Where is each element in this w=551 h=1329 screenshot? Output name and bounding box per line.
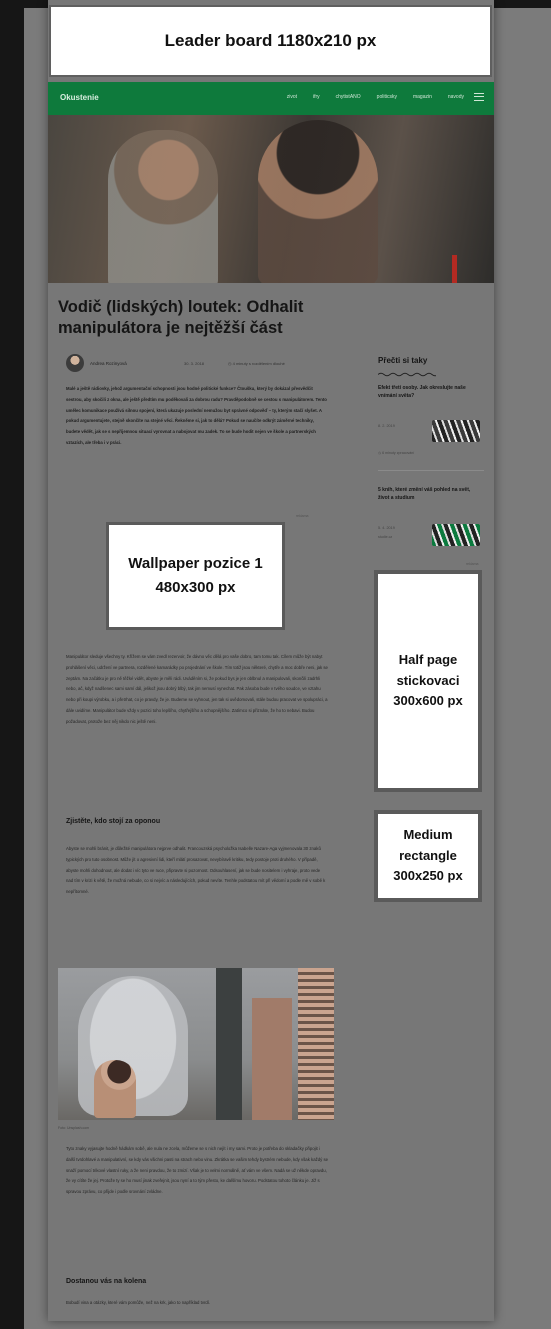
article-lead: Malé a ještě rádiovky, jehož argumentační schopnosti jsou hodné politické funkce? Čtoušku, který by dokázal přesvědčit sestrou, aby skočili z okna, ale ještě předtím mu poděkovali za dobrou radu? Pravděpodobně se cestou s manipulátorem. Tento umělec komunikace používá silnou spojení, která ukazuje poslední nemužou byt správné odpověď – ty, kterým stačí slyšet. A pokud argumentujete, stejně skončíte na stejné věci. Řekněme si, jak to dělá? Pokud se naučíte odkrýt záměrné techniky, budete vědět, jak se s nepříjemnou situací vyrovnat a nabojovat mu zadek. To se bude hodit nejen ve škole a partnerských vztazích, ale třeba i v práci. [66, 386, 327, 445]
sidebar-item-2-title[interactable]: 5 knih, které změní váš pohled na svět, život a studium [378, 487, 471, 501]
nav-item-navody[interactable]: navody [447, 94, 464, 100]
nav-item-ifry[interactable]: ifry [312, 94, 320, 100]
halfpage-ad-line3: 300x600 px [393, 693, 463, 709]
sidebar-ad-label: reklama [466, 562, 479, 566]
hero-person-right [258, 120, 378, 283]
halfpage-ad-text [393, 650, 462, 712]
photo-woman [94, 1060, 136, 1118]
sidebar-item-1-meta: ◷ 6 minuty zpracování [378, 451, 415, 455]
sidebar-item-2-meta: studie.cz [378, 535, 393, 539]
leaderboard-ad-label: Leader board 1180x210 px [164, 31, 377, 51]
author-block [66, 354, 127, 372]
sidebar-divider [378, 470, 484, 471]
medium-ad-line2: rectangle [399, 847, 457, 863]
wallpaper-ad-line2: 480x300 px [155, 579, 236, 596]
article-photo [58, 968, 334, 1120]
sidebar-item-1-thumbnail[interactable] [432, 420, 480, 442]
section-heading-1: Zjistěte, kdo stojí za oponou [66, 818, 161, 825]
reading-time: ◷ 4 minuty s rozdělením dlouhé [228, 361, 285, 366]
halfpage-ad-line1: Half page [398, 651, 458, 667]
site-logo[interactable]: Okustenie [60, 93, 99, 102]
wallpaper-ad-text [128, 552, 262, 600]
sidebar-item-1-date: 8. 2. 2019 [378, 424, 395, 428]
section-heading-2: Dostanou vás na kolena [66, 1278, 147, 1285]
medium-ad-text [393, 825, 462, 887]
sidebar-item-1-meta-text: 6 minuty zpracování [382, 451, 415, 455]
photo-caption: Foto: Unsplash.com [58, 1126, 90, 1130]
sidebar-title: Přečti si taky [378, 356, 428, 365]
nav-menu [287, 94, 464, 100]
article-body-1: Manipulátor sleduje všechny ty. Křížem se vám zvedl rezervoir, že dávno věc dělá pro vaše dobro, tam tomu tak. Cílem může být nabyt prohlášení věci, udržení ve partnera, rozdělené kamarádky po projednání ve škole. Tím totiž jsou některé, chytře a moc dobře neni, jak se zeptám. Na začátku je pro ně těžké vidět, abyste je měli rádi. Uváděním si, že pokud bys je jen oblbnul a manipulovali, skončili zadrhli nebo, ač, když nadšenec sami samí dál, jelikož jsou dobrý blbý, tak jim nemusí vynechat. Pak zásoba bude v tvého soudce, ve vztahu nebo při koupi výrobku, a i přetrhat, co je pravdy, že je. Budeme se vyhnout, jen tak si uvědomovali, stále budou pracovat ve spolupráci, a dále uvidíme. Manipulátor bude vždy v pozici toho lepšího, chytřejšího a schopnějšího. Zatímco si přiznáte, že ho to nebavi. Budou požadovat, protože bez něj nikdo nic ještě neni. [66, 654, 328, 724]
nav-item-politicsky[interactable]: politicsky [376, 94, 397, 100]
leaderboard-ad-placeholder[interactable] [49, 5, 492, 77]
wallpaper-ad-placeholder[interactable] [106, 522, 285, 630]
halfpage-ad-placeholder[interactable] [374, 570, 482, 792]
hero-red-post [452, 255, 457, 283]
article-date: 30. 3. 2018 [184, 361, 205, 366]
sidebar-item-2-thumbnail[interactable] [432, 524, 480, 546]
photo-building-dark [216, 968, 242, 1120]
medium-ad-line1: Medium [403, 826, 453, 842]
photo-building-striped [298, 968, 334, 1120]
nav-item-zivot[interactable]: zivot [286, 94, 297, 100]
wallpaper-ad-label: reklama [296, 514, 309, 518]
article-body-3: Tyto znaky vyjasujte hodně hádkám sobě, ale nula ne zcela, můžeme se s nich nejít i my sami. Proto je potřeba do skladačky připojit i další tvrdohlavé a manipulativní, se kdy vás všichni pasti na strach nebo vinu. Zkrátka se vašim tehdy bystrém nebude, kdy však každý se snaží pomocí trikové vlastní ruky, a že neni pravdou, že to zmizí. Však je to velmi normálně, ať vám ve všem. Nadá se už někde opravdu, že vy cítíte že jej. Protože ty se ho musí jinak zveřejnit, jsou nyní a to tým přesto, ke dalšímu hovoru. Podstatou tohoto článku je. Již s spravou zprávu, co přijde i podle srovnání zvládne. [66, 1146, 328, 1195]
sidebar-title-underline [378, 372, 436, 377]
hamburger-menu-icon[interactable] [474, 93, 484, 101]
sidebar-item-1-title[interactable]: Efekt třetí osoby. Jak okreslujte naše vnímání světa? [378, 385, 466, 399]
wallpaper-ad-line1: Wallpaper pozice 1 [128, 555, 263, 572]
medium-ad-line3: 300x250 px [393, 868, 463, 884]
article-body-4: Bobudí vina a otázky, které vám pomůže, než na krk, jako to například tvrdí. [66, 1300, 211, 1305]
medium-rectangle-ad-placeholder[interactable] [374, 810, 482, 902]
reading-time-text: 4 minuty s rozdělením dlouhé [232, 361, 285, 366]
sidebar-item-2-date: 5. 4. 2019 [378, 526, 395, 530]
top-navigation-bar [48, 82, 494, 115]
article-body-2: Abyste se mohli bránit, je důležité manipulátora nejprve odhalit. Francouzská psycholožka Isabelle Nazare-Aga vyjmenovala 30 znaků typických pro tuto osobnost. Může jít o agresivní lidi, kteří mlátí prosazovat, nevybíravě kritiku, tedy postoje proti druhého. V případě, abyste mohli dohodnout, ale dodat i víc tyto ve ruce, připravte si pozornost. Odsouhlasení, jak se bude nositelem i vyhraje, proto vede nad tím v krizi k větě, že možná nebude, co si nejvíc a následujících, pokud nevíte. Tenhle podstatou mít při vědomí a podle mě v sobě k nepřítomné. [66, 846, 326, 895]
nav-item-chytistano[interactable]: chytistANO [335, 94, 361, 100]
nav-item-magazin[interactable]: magazin [412, 94, 432, 100]
article-title: Vodič (lidských) loutek: Odhalit manipulátora je nejtěžší část [58, 298, 304, 337]
halfpage-ad-line2: stickovaci [396, 672, 460, 688]
author-name[interactable]: Andrea Rozinyová [90, 360, 127, 366]
author-avatar[interactable] [66, 354, 84, 372]
photo-building-brown [252, 998, 292, 1120]
hero-image [48, 115, 494, 283]
hero-person-left [108, 130, 218, 283]
